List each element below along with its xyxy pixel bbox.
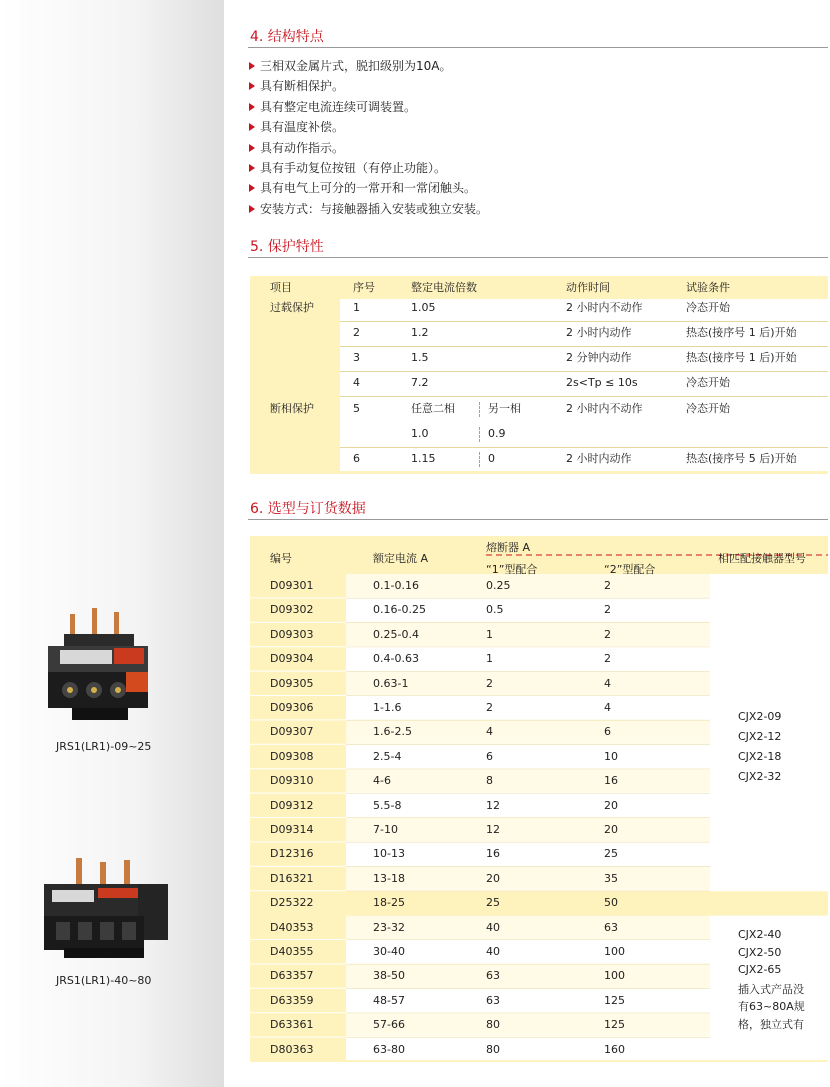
group-phase-loss: 断相保护 — [270, 402, 314, 415]
cell-fuse2: 2 — [604, 603, 611, 617]
cell-fuse1: 40 — [486, 945, 500, 958]
cell-current: 57-66 — [373, 1018, 405, 1032]
feature-text: 具有电气上可分的一常开和一常闭触头。 — [260, 181, 477, 196]
cell-fuse2: 16 — [604, 774, 618, 788]
row-no: 2 — [353, 326, 360, 339]
row-multiple: 1.05 — [411, 301, 436, 314]
product-caption-1: JRS1(LR1)-09~25 — [56, 740, 152, 753]
cell-fuse2: 2 — [604, 652, 611, 666]
cell-fuse1: 6 — [486, 749, 493, 763]
col-header-item: 项目 — [270, 281, 292, 294]
hdr-code: 编号 — [270, 552, 292, 565]
row-no: 6 — [353, 452, 360, 465]
row-multiple-other: 0.9 — [488, 427, 506, 440]
cell-code: D09301 — [270, 579, 314, 592]
row-time: 2 小时内动作 — [566, 326, 632, 339]
section5-title: 5. 保护特性 — [250, 239, 324, 255]
cell-fuse2: 20 — [604, 823, 618, 836]
cell-fuse2: 2 — [604, 579, 611, 592]
bullet-arrow-icon — [249, 144, 255, 152]
feature-item — [248, 76, 828, 96]
feature-text: 具有整定电流连续可调装置。 — [260, 99, 417, 114]
feature-item — [248, 117, 828, 137]
feature-list — [248, 56, 828, 219]
cell-fuse1: 40 — [486, 920, 500, 934]
feature-item — [248, 199, 828, 219]
cell-fuse2: 125 — [604, 993, 625, 1007]
cell-fuse1: 63 — [486, 969, 500, 983]
cell-current: 1.6-2.5 — [373, 725, 412, 739]
row-time: 2 小时内动作 — [566, 452, 632, 465]
feature-item — [248, 178, 828, 198]
feature-text: 安装方式：与接触器插入安装或独立安装。 — [260, 201, 489, 216]
cell-current: 13-18 — [373, 871, 405, 885]
cell-current: 1-1.6 — [373, 701, 402, 714]
cell-fuse1: 12 — [486, 798, 500, 812]
cell-fuse2: 20 — [604, 798, 618, 812]
row-time: 2 小时内不动作 — [566, 301, 643, 314]
cell-current: 7-10 — [373, 823, 398, 836]
cell-fuse1: 25 — [486, 896, 500, 910]
cell-code: D09306 — [270, 701, 314, 714]
cell-current: 48-57 — [373, 993, 405, 1007]
ordering-table — [250, 536, 830, 1064]
row-multiple-other: 另一相 — [488, 402, 521, 415]
cell-code: D09305 — [270, 676, 314, 690]
contactor-model: 插入式产品没 — [738, 982, 804, 996]
cell-fuse2: 6 — [604, 725, 611, 739]
ordering-bottom-bar — [250, 1060, 828, 1062]
cell-fuse2: 125 — [604, 1018, 625, 1032]
feature-text: 具有手动复位按钮（有停止功能）。 — [260, 160, 447, 175]
section6-rule — [248, 519, 828, 520]
section6-title: 6. 选型与订货数据 — [250, 501, 366, 517]
bullet-arrow-icon — [249, 184, 255, 192]
feature-text: 具有温度补偿。 — [260, 120, 345, 135]
cell-code: D63359 — [270, 993, 314, 1007]
cell-fuse1: 16 — [486, 847, 500, 861]
contactor-model: CJX2-09 — [738, 710, 782, 723]
cell-fuse1: 80 — [486, 1042, 500, 1056]
section4-rule — [248, 47, 828, 48]
row-time: 2 分钟内动作 — [566, 351, 632, 364]
cell-code: D25322 — [270, 896, 314, 910]
cell-fuse1: 63 — [486, 993, 500, 1007]
section4-title: 4. 结构特点 — [250, 29, 324, 45]
cell-code: D09314 — [270, 823, 314, 836]
cell-current: 2.5-4 — [373, 749, 402, 763]
group-overload: 过载保护 — [270, 301, 314, 314]
contactor-model: CJX2-50 — [738, 945, 782, 959]
row-multiple: 1.15 — [411, 452, 436, 465]
bullet-arrow-icon — [249, 82, 255, 90]
cell-code: D09303 — [270, 627, 314, 641]
col-header-time: 动作时间 — [566, 281, 610, 294]
cell-current: 23-32 — [373, 920, 405, 934]
cell-current: 30-40 — [373, 945, 405, 958]
cell-code: D40353 — [270, 920, 314, 934]
protection-table — [250, 276, 830, 474]
cell-fuse1: 20 — [486, 871, 500, 885]
feature-text: 具有断相保护。 — [260, 79, 345, 94]
cell-code: D12316 — [270, 847, 314, 861]
row-no: 4 — [353, 376, 360, 389]
row-condition: 热态(接序号 1 后)开始 — [686, 326, 797, 339]
cell-fuse1: 0.25 — [486, 579, 511, 592]
hdr-fuse-type2: “2”型配合 — [604, 563, 656, 576]
feature-text: 具有动作指示。 — [260, 140, 345, 155]
section6-heading — [248, 498, 828, 520]
cell-fuse2: 4 — [604, 701, 611, 714]
bullet-arrow-icon — [249, 123, 255, 131]
hdr-contactor: 相匹配接触器型号 — [718, 552, 806, 565]
cell-fuse2: 100 — [604, 945, 625, 958]
thermal-relay-small-photo — [42, 606, 160, 726]
cell-fuse1: 0.5 — [486, 603, 504, 617]
group-boundary-band — [250, 891, 828, 915]
row-band — [346, 769, 710, 792]
cell-current: 0.1-0.16 — [373, 579, 419, 592]
cell-fuse1: 4 — [486, 725, 493, 739]
cell-fuse1: 8 — [486, 774, 493, 788]
cell-current: 5.5-8 — [373, 798, 402, 812]
thermal-relay-large-photo — [34, 856, 174, 966]
row-time: 2 小时内不动作 — [566, 402, 643, 415]
cell-fuse2: 2 — [604, 627, 611, 641]
cell-current: 38-50 — [373, 969, 405, 983]
product-caption-2: JRS1(LR1)-40~80 — [56, 974, 152, 987]
hdr-fuse: 熔断器 A — [486, 541, 531, 554]
cell-code: D09307 — [270, 725, 314, 739]
cell-fuse2: 35 — [604, 871, 618, 885]
bullet-arrow-icon — [249, 205, 255, 213]
row-condition: 热态(接序号 5 后)开始 — [686, 452, 797, 465]
section5-rule — [248, 257, 828, 258]
section4-heading — [248, 26, 828, 48]
cell-current: 0.25-0.4 — [373, 627, 419, 641]
protection-bottom-bar — [250, 471, 828, 474]
cell-fuse1: 1 — [486, 627, 493, 641]
cell-code: D16321 — [270, 871, 314, 885]
row-multiple: 1.5 — [411, 351, 429, 364]
cell-code: D09312 — [270, 798, 314, 812]
row-multiple: 7.2 — [411, 376, 429, 389]
contactor-model: CJX2-40 — [738, 928, 782, 941]
cell-code: D09304 — [270, 652, 314, 666]
hdr-current: 额定电流 A — [373, 552, 429, 565]
col-header-no: 序号 — [353, 281, 375, 294]
contactor-model: CJX2-65 — [738, 963, 782, 976]
row-multiple: 1.2 — [411, 326, 429, 339]
cell-current: 0.4-0.63 — [373, 652, 419, 666]
row-multiple-other: 0 — [488, 452, 495, 465]
feature-item — [248, 56, 828, 76]
feature-item — [248, 97, 828, 117]
cell-fuse1: 2 — [486, 701, 493, 714]
row-condition: 冷态开始 — [686, 376, 730, 389]
row-condition: 热态(接序号 1 后)开始 — [686, 351, 797, 364]
contactor-model: 有63~80A规 — [738, 1000, 805, 1013]
contactor-model: 格，独立式有 — [738, 1017, 804, 1031]
cell-fuse1: 2 — [486, 676, 493, 690]
row-multiple: 1.0 — [411, 427, 429, 440]
cell-code: D63361 — [270, 1018, 314, 1032]
multiple-divider — [479, 427, 480, 442]
cell-code: D40355 — [270, 945, 314, 958]
multiple-divider — [479, 452, 480, 467]
bullet-arrow-icon — [249, 164, 255, 172]
cell-fuse1: 12 — [486, 823, 500, 836]
contactor-model: CJX2-32 — [738, 770, 782, 783]
col-header-multiple: 整定电流倍数 — [411, 281, 477, 294]
cell-code: D09302 — [270, 603, 314, 617]
col-header-condition: 试验条件 — [686, 281, 730, 294]
row-multiple: 任意二相 — [411, 402, 455, 415]
cell-current: 0.63-1 — [373, 676, 409, 690]
multiple-divider — [479, 402, 480, 417]
feature-item — [248, 138, 828, 158]
section5-heading — [248, 236, 828, 258]
cell-code: D09310 — [270, 774, 314, 788]
cell-code: D63357 — [270, 969, 314, 983]
protection-group-column-bg — [250, 299, 340, 474]
feature-item — [248, 158, 828, 178]
row-time: 2s<Tp ≤ 10s — [566, 376, 638, 389]
cell-current: 63-80 — [373, 1042, 405, 1056]
cell-fuse2: 4 — [604, 676, 611, 690]
bullet-arrow-icon — [249, 103, 255, 111]
row-no: 1 — [353, 301, 360, 314]
cell-current: 4-6 — [373, 774, 391, 788]
cell-fuse2: 25 — [604, 847, 618, 861]
cell-fuse2: 100 — [604, 969, 625, 983]
cell-current: 0.16-0.25 — [373, 603, 426, 617]
cell-fuse2: 10 — [604, 749, 618, 763]
cell-current: 10-13 — [373, 847, 405, 861]
cell-code: D80363 — [270, 1042, 314, 1056]
cell-code: D09308 — [270, 749, 314, 763]
row-condition: 冷态开始 — [686, 402, 730, 415]
row-band — [346, 818, 710, 841]
row-condition: 冷态开始 — [686, 301, 730, 314]
cell-fuse1: 1 — [486, 652, 493, 666]
bullet-arrow-icon — [249, 62, 255, 70]
row-no: 3 — [353, 351, 360, 364]
contactor-model: CJX2-18 — [738, 750, 782, 763]
cell-fuse2: 63 — [604, 920, 618, 934]
feature-text: 三相双金属片式，脱扣级别为10A。 — [260, 59, 452, 73]
contactor-model: CJX2-12 — [738, 730, 782, 743]
cell-fuse2: 160 — [604, 1042, 625, 1056]
cell-current: 18-25 — [373, 896, 405, 910]
protection-table-header-bg — [250, 276, 828, 299]
hdr-fuse-type1: “1”型配合 — [486, 563, 538, 576]
cell-fuse1: 80 — [486, 1018, 500, 1032]
cell-fuse2: 50 — [604, 896, 618, 910]
row-no: 5 — [353, 402, 360, 415]
